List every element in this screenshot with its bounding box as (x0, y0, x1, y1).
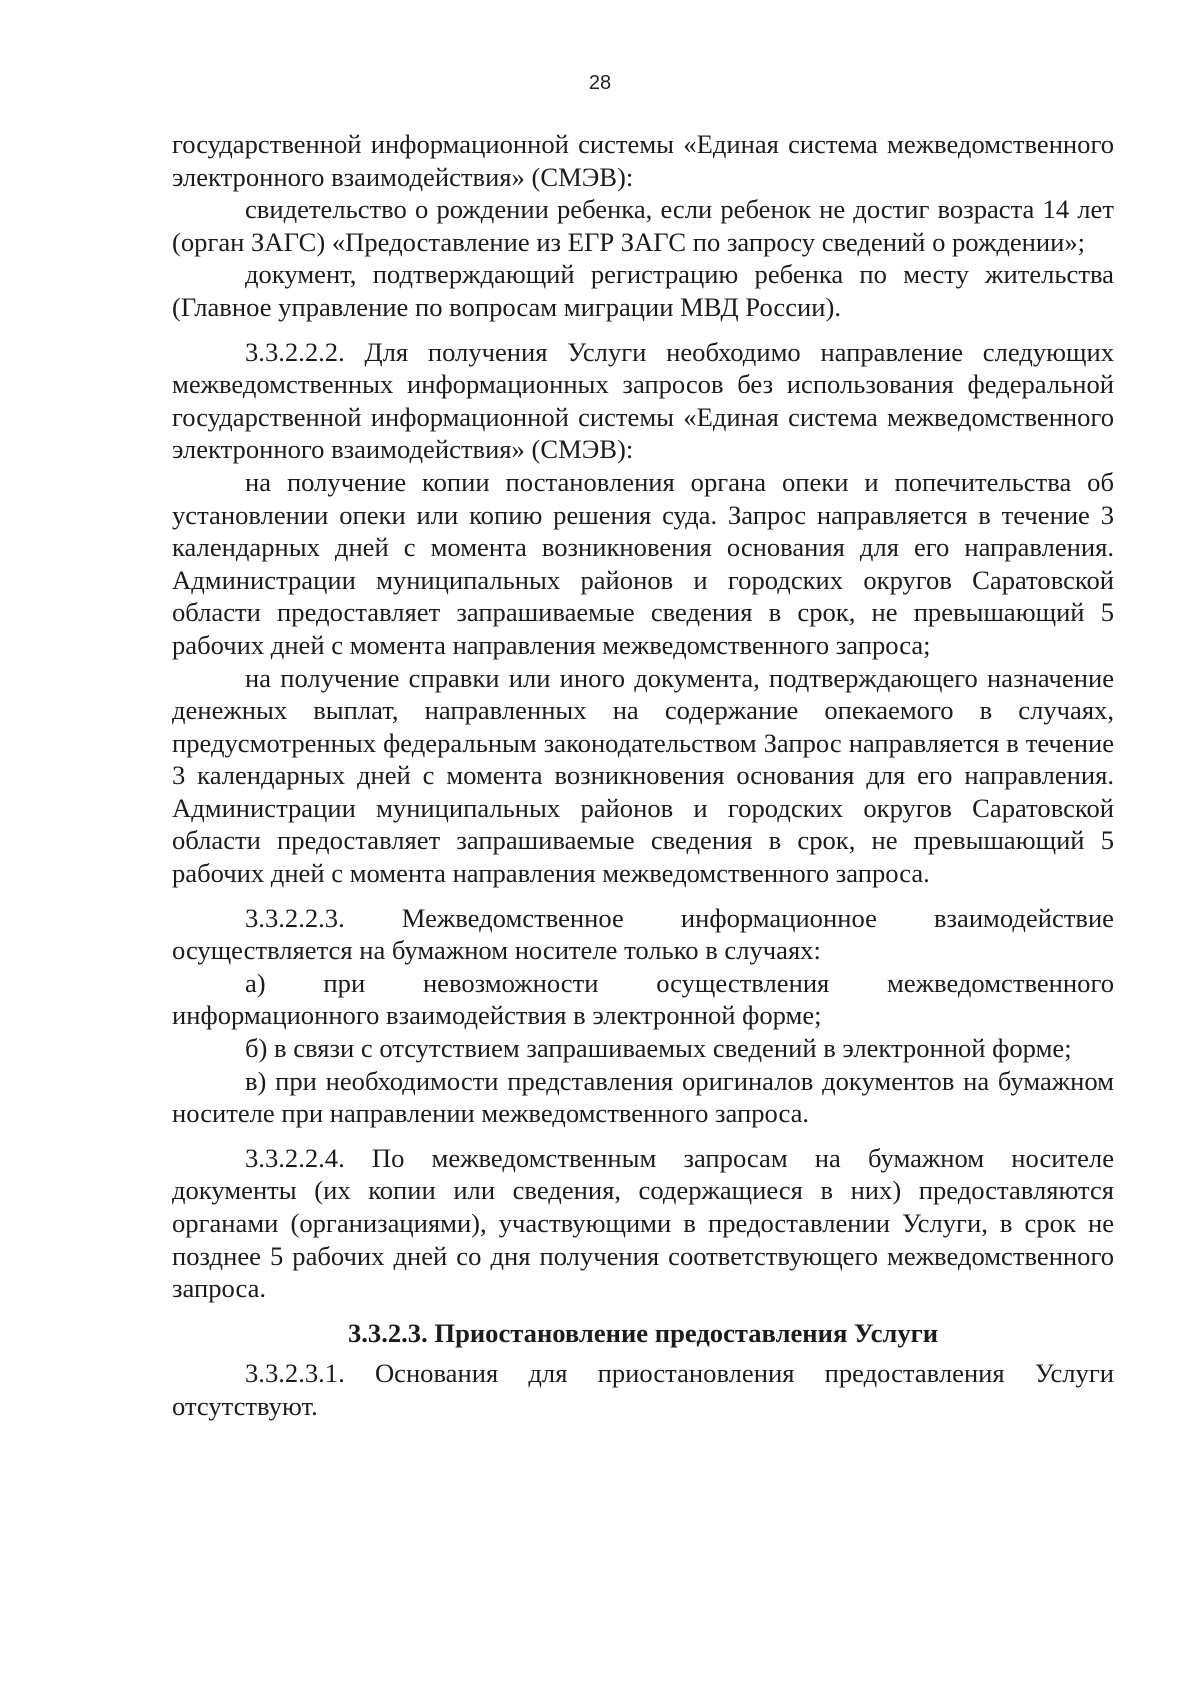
paragraph-birth-certificate: свидетельство о рождении ребенка, если ребенок не достиг возраста 14 лет (орган ЗАГС) «Предоставление из ЕГР ЗАГС по запросу сведений о рождении»; (172, 194, 1114, 257)
paragraph-3-3-2-2-2: 3.3.2.2.2. Для получения Услуги необходимо направление следующих межведомственных информационных запросов без использования федеральной государственной информационной системы «Единая система межведомственного электронного взаимодействия» (СМЭВ): (172, 336, 1114, 465)
paragraph-smev-continuation: государственной информационной системы «Единая система межведомственного электронного взаимодействия» (СМЭВ): (172, 129, 1114, 192)
document-body (172, 128, 1114, 1423)
page-number: 28 (588, 72, 612, 94)
paragraph-3-3-2-2-3: 3.3.2.2.3. Межведомственное информационное взаимодействие осуществляется на бумажном носителе только в случаях: (172, 902, 1114, 966)
paragraph-guardianship-copy-request: на получение копии постановления органа опеки и попечительства об установлении опеки или копию решения суда. Запрос направляется в течение 3 календарных дней с момента возникновения основания для его направления. Администрации муниципальных районов и городских округов Саратовской области предоставляет запрашиваемые сведения в срок, не превышающий 5 рабочих дней с момента направления межведомственного запроса; (172, 466, 1114, 660)
section-heading-3-3-2-3: 3.3.2.3. Приостановление предоставления Услуги (347, 1317, 939, 1348)
list-item-a: а) при невозможности осуществления межведомственного информационного взаимодействия в электронной форме; (172, 967, 1114, 1031)
list-item-b: б) в связи с отсутствием запрашиваемых сведений в электронной форме; (245, 1033, 1072, 1064)
paragraph-payments-certificate-request: на получение справки или иного документа, подтверждающего назначение денежных выплат, направленных на содержание опекаемого в случаях, предусмотренных федеральным законодательством Запрос направляется в течение 3 календарных дней с момента возникновения основания для его направления. Администрации муниципальных районов и городских округов Саратовской области предоставляет запрашиваемые сведения в срок, не превышающий 5 рабочих дней с момента направления межведомственного запроса. (172, 662, 1114, 889)
list-item-c: в) при необходимости представления оригиналов документов на бумажном носителе при направлении межведомственного запроса. (172, 1065, 1114, 1129)
paragraph-3-3-2-2-4: 3.3.2.2.4. По межведомственным запросам на бумажном носителе документы (их копии или сведения, содержащиеся в них) предоставляются органами (организациями), участвующими в предоставлении Услуги, в срок не позднее 5 рабочих дней со дня получения соответствующего межведомственного запроса. (172, 1142, 1114, 1304)
paragraph-residence-registration: документ, подтверждающий регистрацию ребенка по месту жительства (Главное управление по вопросам миграции МВД России). (172, 259, 1114, 322)
paragraph-3-3-2-3-1: 3.3.2.3.1. Основания для приостановления предоставления Услуги отсутствуют. (172, 1358, 1114, 1421)
